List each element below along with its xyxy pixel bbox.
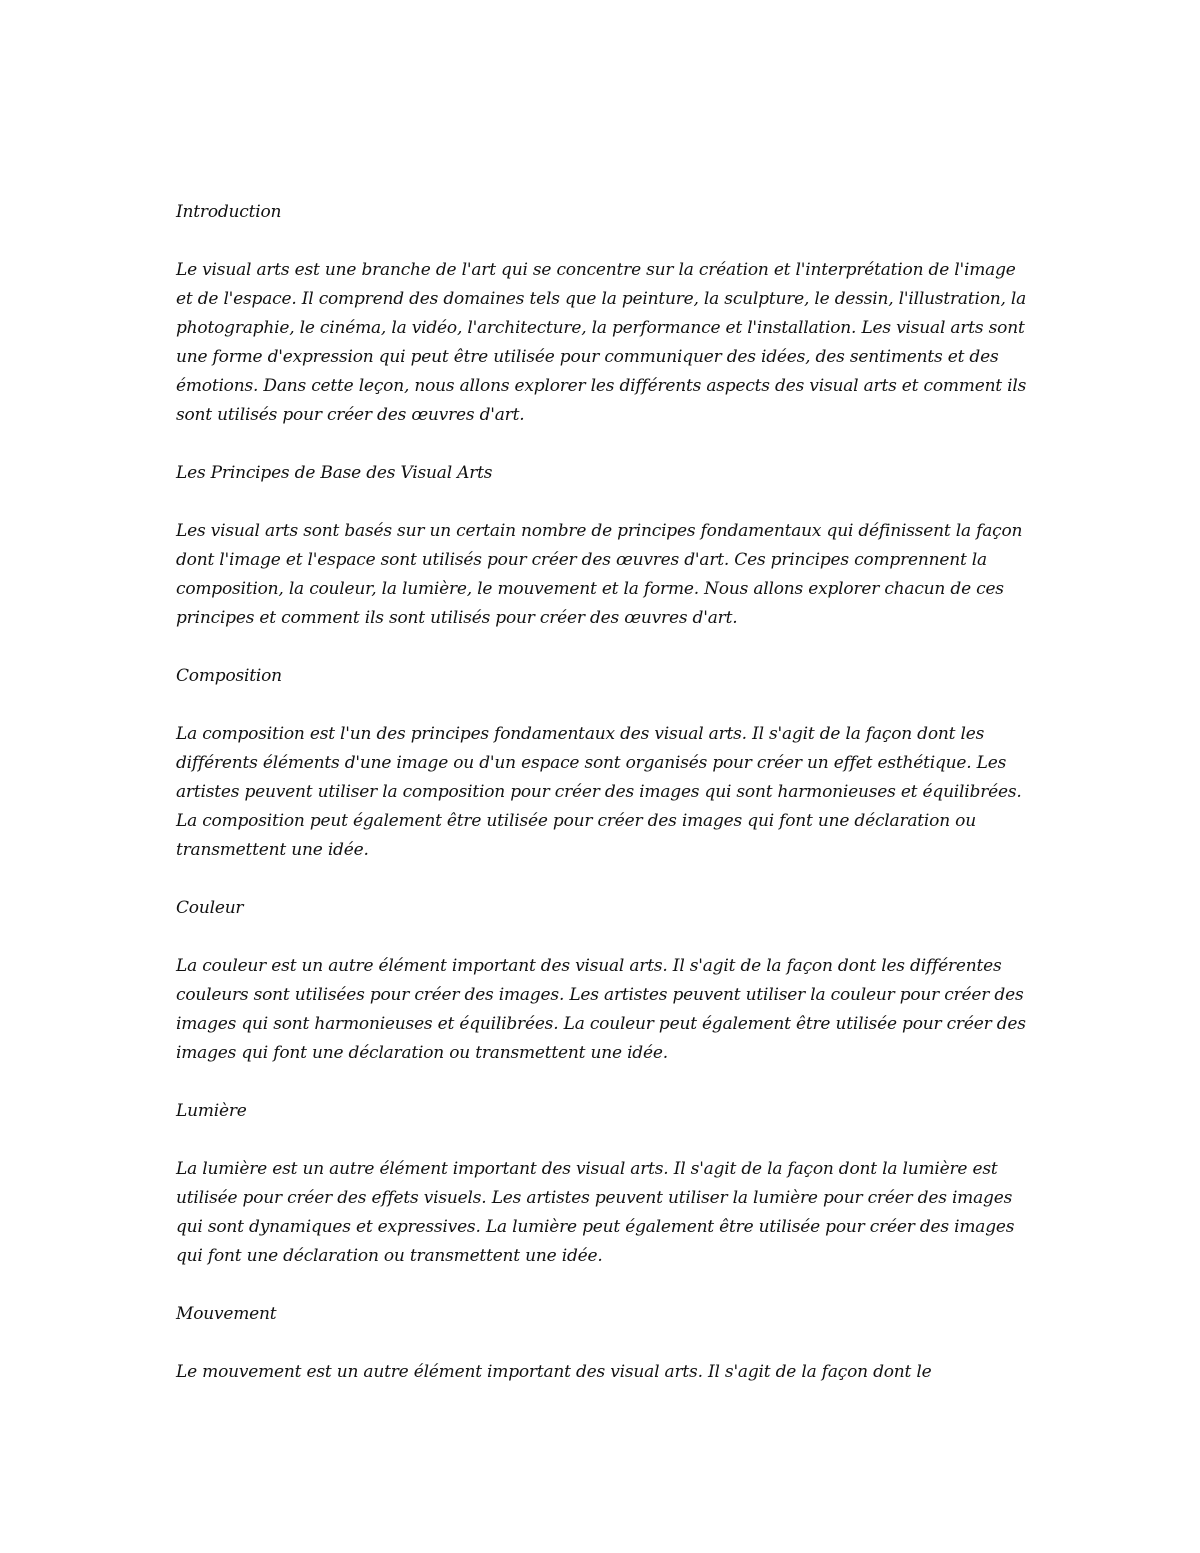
- section-lumiere: [176, 1097, 1032, 1271]
- section-heading: Couleur: [176, 898, 244, 918]
- section-heading: Mouvement: [176, 1304, 277, 1324]
- section-heading: Composition: [176, 666, 282, 686]
- section-principes: [176, 459, 1032, 633]
- section-heading: Lumière: [176, 1101, 247, 1121]
- document-page: [176, 198, 1032, 1416]
- section-heading: Introduction: [176, 202, 282, 222]
- section-couleur: [176, 894, 1032, 1068]
- section-paragraph: La lumière est un autre élément important des visual arts. Il s'agit de la façon dont la lumière est utilisée pour créer des effets visuels. Les artistes peuvent utiliser la lumière pour créer des images qui sont dynamiques et expressives. La lumière peut également être utilisée pour créer des images qui font une déclaration ou transmettent une idée.: [176, 1159, 1015, 1266]
- section-paragraph: Les visual arts sont basés sur un certain nombre de principes fondamentaux qui définissent la façon dont l'image et l'espace sont utilisés pour créer des œuvres d'art. Ces principes comprennent la composition, la couleur, la lumière, le mouvement et la forme. Nous allons explorer chacun de ces principes et comment ils sont utilisés pour créer des œuvres d'art.: [176, 521, 1023, 628]
- section-composition: [176, 662, 1032, 865]
- section-paragraph: Le visual arts est une branche de l'art qui se concentre sur la création et l'interprétation de l'image et de l'espace. Il comprend des domaines tels que la peinture, la sculpture, le dessin, l'illustration, la photographie, le cinéma, la vidéo, l'architecture, la performance et l'installation. Les visual arts sont une forme d'expression qui peut être utilisée pour communiquer des idées, des sentiments et des émotions. Dans cette leçon, nous allons explorer les différents aspects des visual arts et comment ils sont utilisés pour créer des œuvres d'art.: [176, 260, 1027, 425]
- section-paragraph: La couleur est un autre élément important des visual arts. Il s'agit de la façon dont les différentes couleurs sont utilisées pour créer des images. Les artistes peuvent utiliser la couleur pour créer des images qui sont harmonieuses et équilibrées. La couleur peut également être utilisée pour créer des images qui font une déclaration ou transmettent une idée.: [176, 956, 1026, 1063]
- section-paragraph: Le mouvement est un autre élément important des visual arts. Il s'agit de la façon dont le: [176, 1362, 932, 1382]
- section-introduction: [176, 198, 1032, 430]
- section-mouvement: [176, 1300, 1032, 1387]
- section-heading: Les Principes de Base des Visual Arts: [176, 463, 493, 483]
- section-paragraph: La composition est l'un des principes fondamentaux des visual arts. Il s'agit de la façon dont les différents éléments d'une image ou d'un espace sont organisés pour créer un effet esthétique. Les artistes peuvent utiliser la composition pour créer des images qui sont harmonieuses et équilibrées. La composition peut également être utilisée pour créer des images qui font une déclaration ou transmettent une idée.: [176, 724, 1022, 860]
